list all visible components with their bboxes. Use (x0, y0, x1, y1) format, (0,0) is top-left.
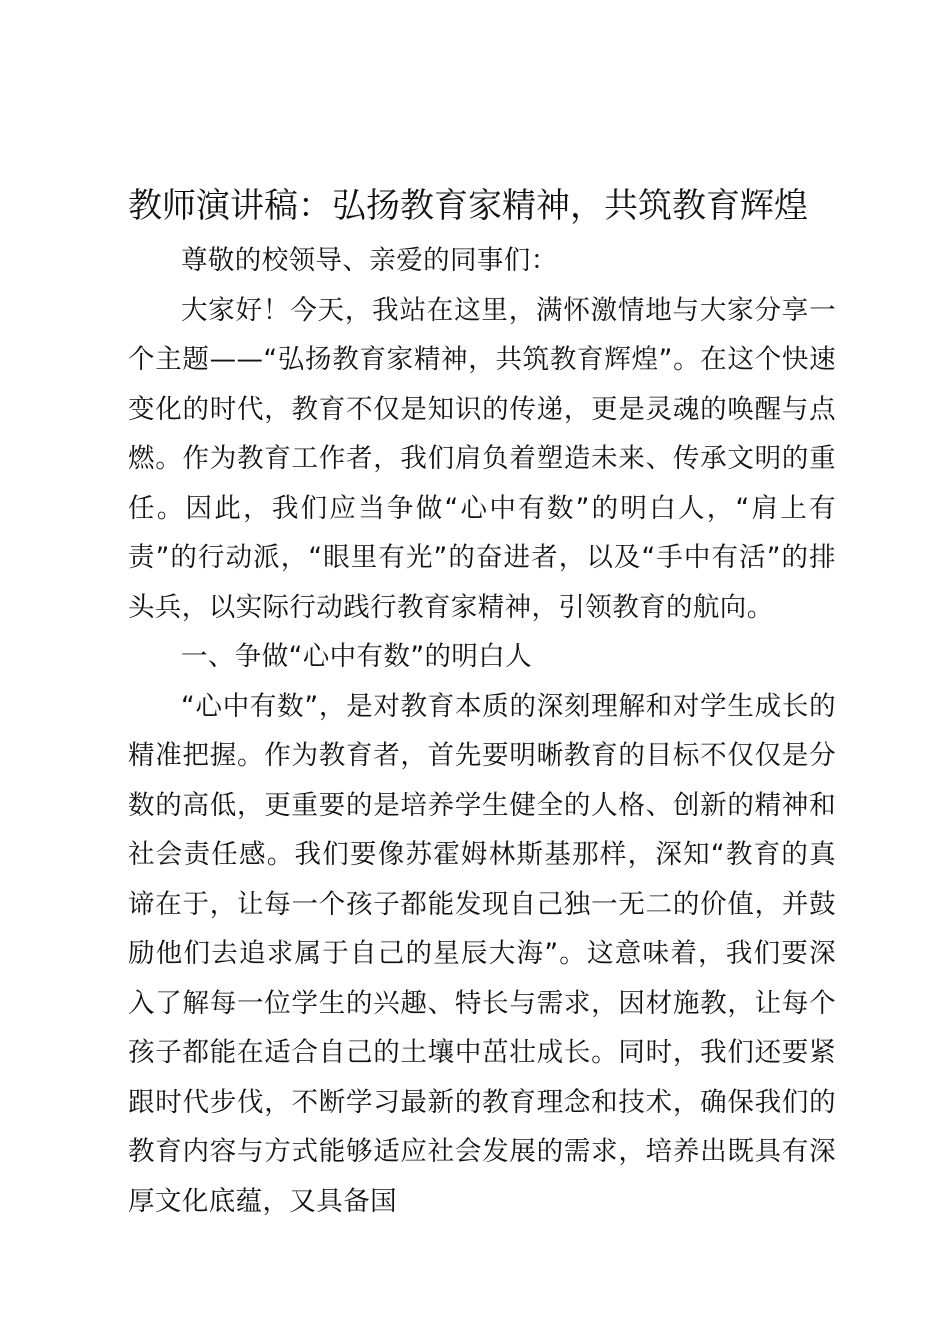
section-paragraph: “心中有数”，是对教育本质的深刻理解和对学生成长的精准把握。作为教育者，首先要明晰教育的目标不仅仅是分数的高低，更重要的是培养学生健全的人格、创新的精神和社会责任感。我们要像苏霍姆林斯基那样，深知“教育的真谛在于，让每一个孩子都能发现自己独一无二的价值，并鼓励他们去追求属于自己的星辰大海”。这意味着，我们要深入了解每一位学生的兴趣、特长与需求，因材施教，让每个孩子都能在适合自己的土壤中茁壮成长。同时，我们还要紧跟时代步伐，不断学习最新的教育理念和技术，确保我们的教育内容与方式能够适应社会发展的需求，培养出既具有深厚文化底蕴，又具备国 (128, 690, 836, 1217)
document-title: 教师演讲稿：弘扬教育家精神，共筑教育辉煌 (128, 186, 808, 226)
intro-paragraph: 大家好！今天，我站在这里，满怀激情地与大家分享一个主题——“弘扬教育家精神，共筑教育辉煌”。在这个快速变化的时代，教育不仅是知识的传递，更是灵魂的唤醒与点燃。作为教育工作者，我们肩负着塑造未来、传承文明的重任。因此，我们应当争做“心中有数”的明白人，“肩上有责”的行动派，“眼里有光”的奋进者，以及“手中有活”的排头兵，以实际行动践行教育家精神，引领教育的航向。 (128, 294, 836, 623)
document-body (128, 236, 836, 1226)
section-heading: 一、争做“心中有数”的明白人 (181, 641, 533, 672)
salutation-paragraph: 尊敬的校领导、亲爱的同事们： (181, 245, 558, 276)
